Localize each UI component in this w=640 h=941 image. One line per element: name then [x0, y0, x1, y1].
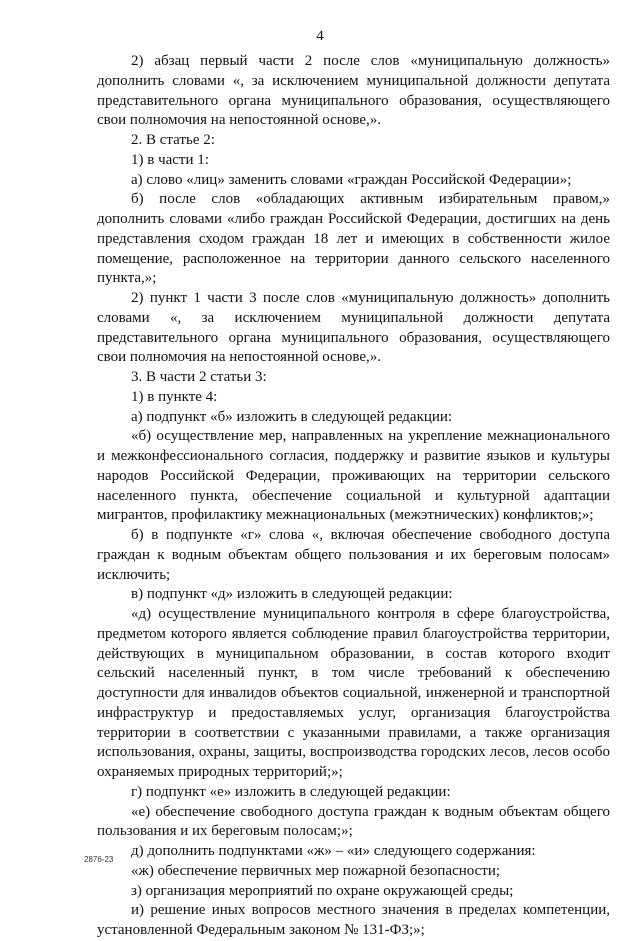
text-line: предметом которого является соблюдение правил благоустройства территории, [97, 625, 610, 642]
text-line: и) решение иных вопросов местного значения в пределах компетенции, [131, 902, 610, 919]
text-line: 3. В части 2 статьи 3: [131, 369, 267, 385]
text-line: а) слово «лиц» заменить словами «граждан Российской Федерации»; [131, 171, 572, 188]
text-line: дополнить словами «, за исключением муниципальной должности депутата [97, 72, 610, 89]
text-line: 2) абзац первый части 2 после слов «муниципальную должность» [131, 53, 610, 69]
text-line: свои полномочия на непостоянной основе,». [97, 112, 381, 129]
text-line: населенного пункта, обеспечение социальной и культурной адаптации [97, 487, 610, 504]
text-line: инфраструктур и предоставляемых услуг, организация благоустройства [97, 704, 610, 721]
text-line: д) дополнить подпунктами «ж» – «и» следующего содержания: [131, 843, 536, 859]
text-line: свои полномочия на непостоянной основе,». [97, 349, 381, 366]
text-line: в) подпункт «д» изложить в следующей редакции: [131, 586, 453, 603]
text-line: 2. В статье 2: [131, 132, 215, 148]
text-line: 2) пункт 1 части 3 после слов «муниципальную должность» дополнить [131, 290, 610, 306]
text-line: сельский населенный пункт, в том числе требований к обеспечению [97, 665, 610, 682]
text-line: б) в подпункте «г» слова «, включая обеспечение свободного доступа [131, 527, 610, 543]
text-line: 1) в пункте 4: [131, 388, 218, 405]
text-line: мигрантов, профилактику межнациональных (межэтнических) конфликтов;»; [97, 507, 594, 524]
text-line: установленной Федеральным законом № 131-ФЗ;»; [97, 922, 425, 938]
text-line: представления сходом граждан 18 лет и имеющих в собственности жилое [97, 230, 610, 247]
text-line: представительного органа муниципального образования, осуществляющего [97, 92, 610, 109]
text-line: и межконфессионального согласия, поддержку и развитие языков и культуры [97, 448, 610, 464]
text-line: территории в соответствии с указанными правилами, а также организация [97, 724, 610, 741]
text-line: граждан к водным объектам общего пользования и их береговым полосам» [97, 546, 610, 563]
text-line: пользования и их береговым полосам;»; [97, 823, 353, 840]
text-line: доступности для инвалидов объектов социальной, инженерной и транспортной [97, 685, 610, 701]
text-line: словами «, за исключением муниципальной должности депутата [97, 309, 610, 326]
document-code: 2876-23 [84, 855, 114, 864]
text-line: охраняемых природных территорий;»; [97, 764, 343, 780]
text-line: «ж) обеспечение первичных мер пожарной безопасности; [131, 862, 501, 879]
text-line: а) подпункт «б» изложить в следующей редакции: [131, 408, 453, 425]
text-line: дополнить словами «либо граждан Российской Федерации, достигших на день [97, 211, 610, 227]
text-line: «б) осуществление мер, направленных на укрепление межнационального [131, 428, 610, 445]
text-line: «д) осуществление муниципального контроля в сфере благоустройства, [131, 606, 610, 622]
text-line: г) подпункт «е» изложить в следующей редакции: [131, 783, 451, 800]
document-body [97, 52, 610, 941]
text-line: з) организация мероприятий по охране окружающей среды; [131, 882, 514, 899]
text-line: б) после слов «обладающих активным избирательным правом,» [131, 191, 610, 208]
text-line: представительного органа муниципального образования, осуществляющего [97, 329, 610, 346]
text-line: народов Российской Федерации, проживающих на территории сельского [97, 467, 610, 484]
text-line: действующих в муниципальном образовании, в состав которого входит [97, 645, 610, 662]
text-line: пункта,»; [97, 270, 157, 287]
page-number: 4 [316, 28, 324, 44]
text-line: помещение, расположенное на территории данного сельского населенного [97, 250, 610, 267]
text-line: исключить; [97, 566, 171, 583]
text-line: 1) в части 1: [131, 151, 209, 168]
text-line: использования, охраны, защиты, воспроизводства городских лесов, лесов особо [97, 744, 610, 761]
text-line: «е) обеспечение свободного доступа граждан к водным объектам общего [131, 803, 610, 820]
